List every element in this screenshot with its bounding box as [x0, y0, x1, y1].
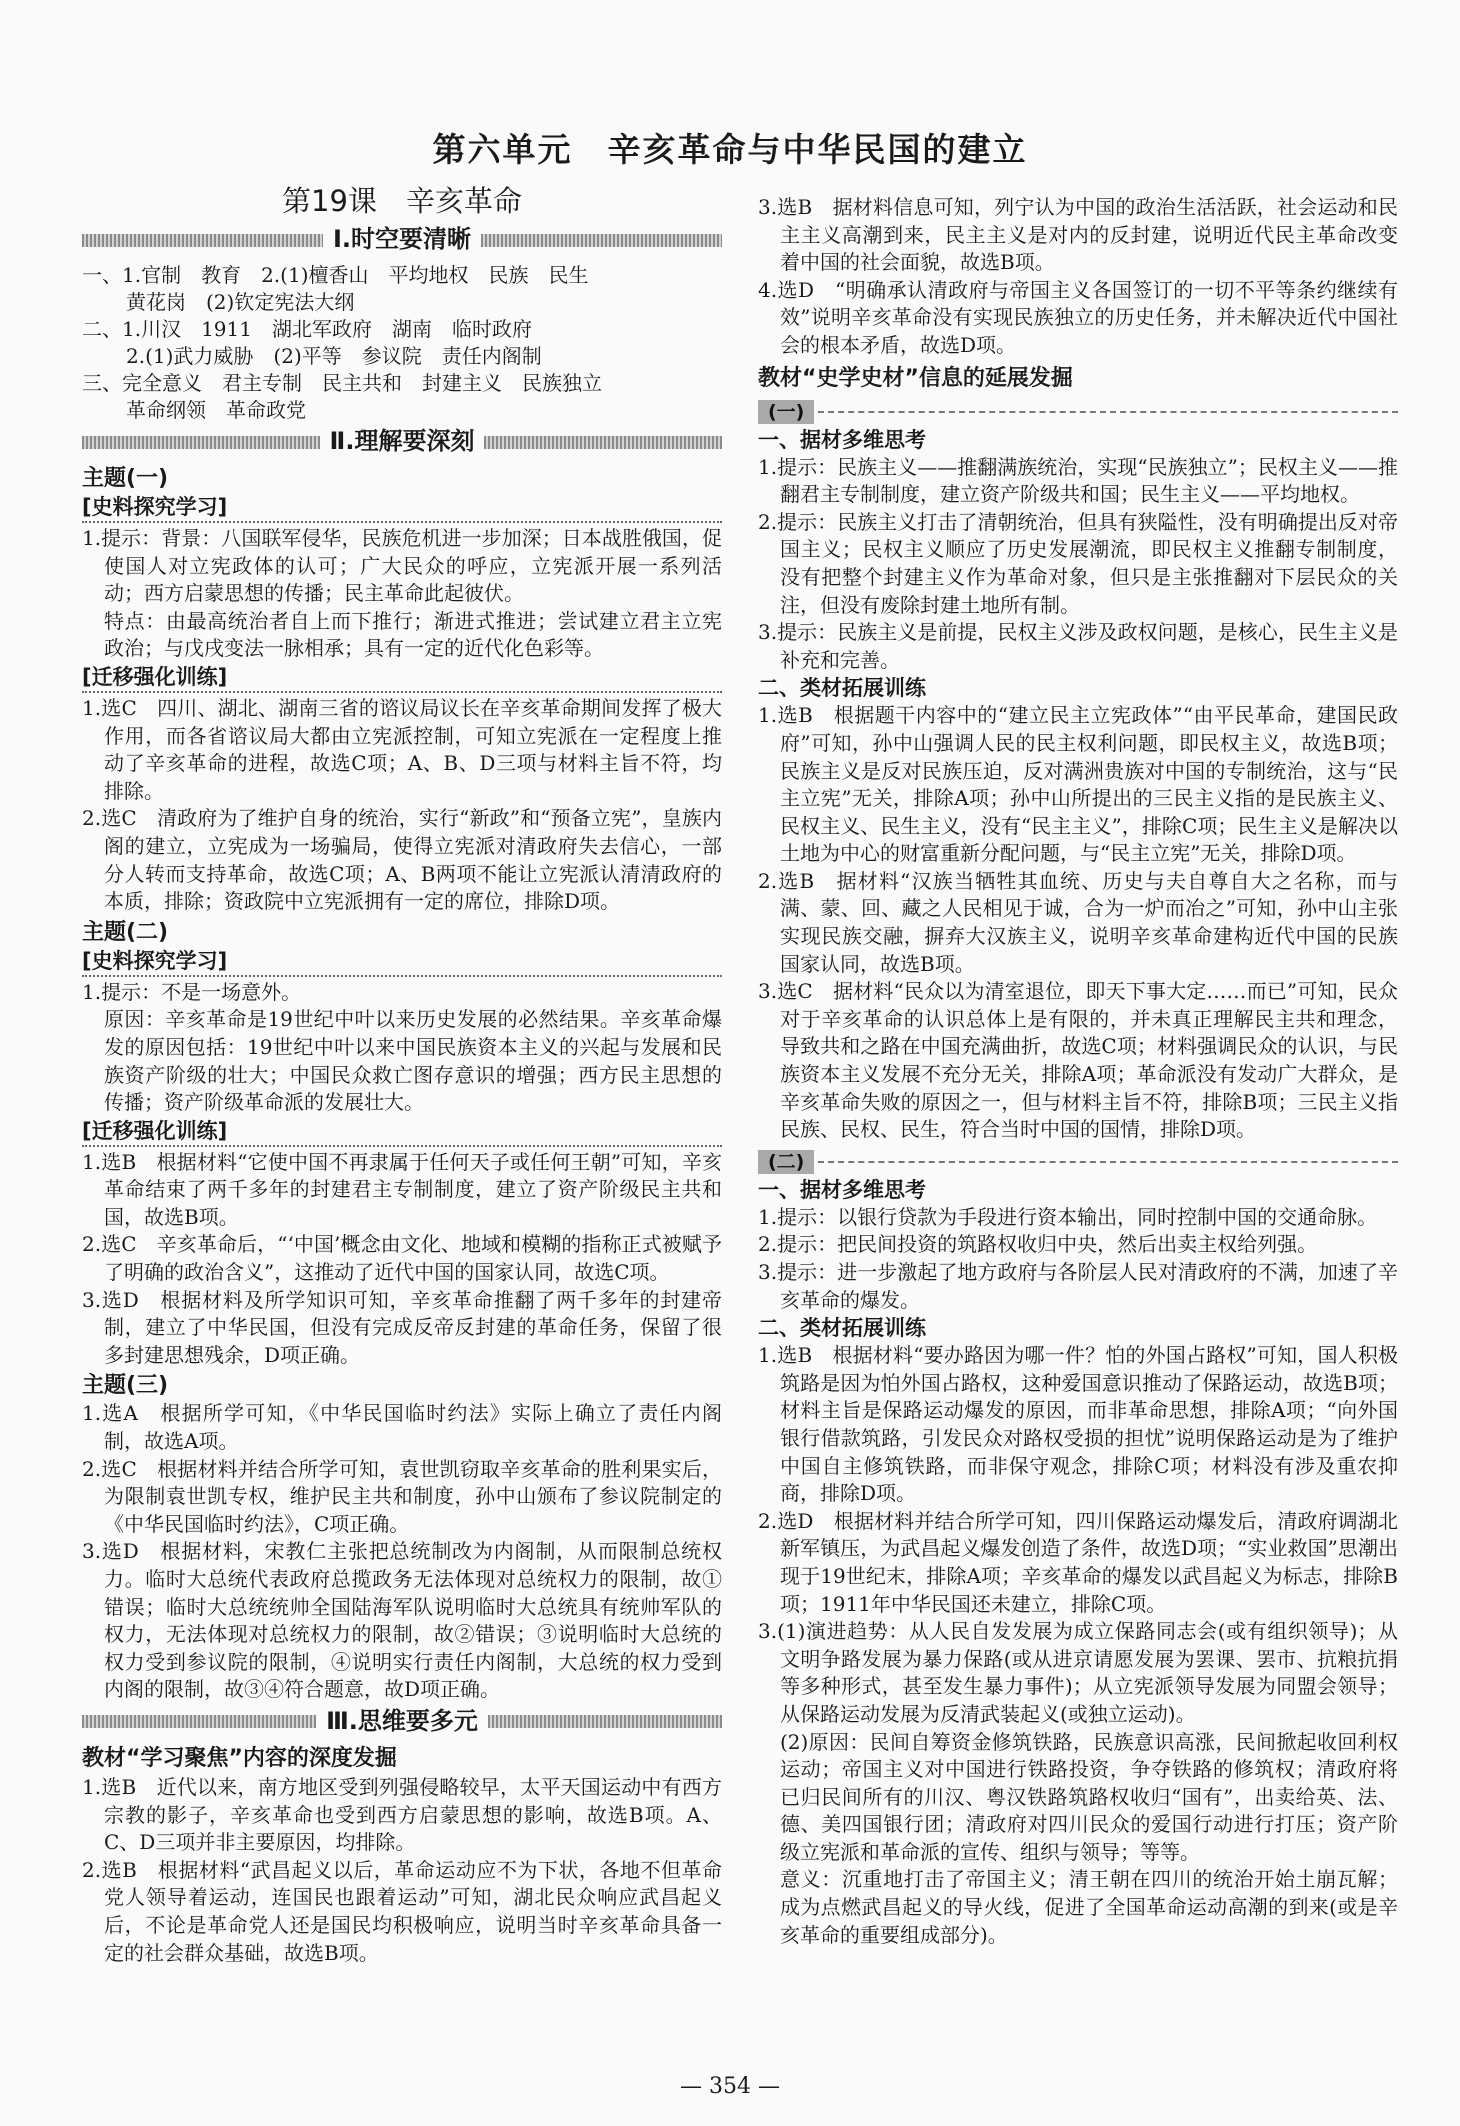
answer-paragraph: 2.提示：民族主义打击了清朝统治，但具有狭隘性，没有明确提出反对帝国主义；民权主义顺应了历史发展潮流，即民权主义推翻专制制度，没有把整个封建主义作为革命对象，但只是主张推翻对下层民众的关注，但没有废除封建土地所有制。 — [758, 509, 1398, 617]
answer-paragraph: 1.选C 四川、湖北、湖南三省的谘议局议长在辛亥革命期间发挥了极大作用，而各省谘议局大都由立宪派控制，可知立宪派在一定程度上推动了辛亥革命的进程，故选C项；A、B、D三项与材料主旨不符，均排除。 — [82, 695, 722, 803]
left-column — [82, 180, 722, 1967]
subheading: 二、类材拓展训练 — [758, 676, 926, 701]
answer-paragraph: 2.选C 清政府为了维护自身的统治，实行“新政”和“预备立宪”，皇族内阁的建立，立宪成为一场骗局，使得立宪派对清政府失去信心，一部分人转而支持革命，故选C项；A、B两项不能让立宪派认清清政府的本质，排除；资政院中立宪派拥有一定的席位，排除D项。 — [82, 806, 722, 914]
subheading: [迁移强化训练] — [82, 1117, 722, 1147]
subheading: [史料探究学习] — [82, 493, 722, 523]
answer-paragraph: 1.选B 根据材料“它使中国不再隶属于任何天子或任何王朝”可知，辛亥革命结束了两千多年的封建君主专制制度，建立了资产阶级民主共和国，故选B项。 — [82, 1149, 722, 1229]
s1-line: 三、完全意义 君主专制 民主共和 封建主义 民族独立 — [82, 371, 602, 395]
answer-paragraph: 3.提示：民族主义是前提，民权主义涉及政权问题，是核心，民生主义是补充和完善。 — [758, 620, 1398, 672]
answer-paragraph: 特点：由最高统治者自上而下推行；渐进式推进；尝试建立君主立宪政治；与戊戌变法一脉相承；具有一定的近代化色彩等。 — [104, 608, 722, 661]
part-tag — [758, 1148, 1398, 1176]
section-band-2 — [82, 426, 722, 458]
section-title-2: Ⅱ.理解要深刻 — [329, 427, 475, 456]
answer-paragraph: 3.(1)演进趋势：从人民自发发展为成立保路同志会(或有组织领导)；从文明争路发展为暴力保路(或从进京请愿发展为罢课、罢市、抗粮抗捐等多种形式，甚至发生暴力事件)；从立宪派领导发展为同盟会领导；从保路运动发展为反清武装起义(或独立运动)。 — [758, 1619, 1398, 1726]
answer-paragraph: 1.提示：背景：八国联军侵华，民族危机进一步加深；日本战胜俄国，促使国人对立宪政体的认可；广大民众的呼应，立宪派开展一系列活动；西方启蒙思想的传播；民主革命此起彼伏。 — [82, 526, 722, 606]
answer-paragraph: 意义：沉重地打击了帝国主义；清王朝在四川的统治开始土崩瓦解；成为点燃武昌起义的导火线，促进了全国革命运动高潮的到来(或是辛亥革命的重要组成部分)。 — [780, 1867, 1398, 1947]
answer-paragraph: 3.选D 根据材料，宋教仁主张把总统制改为内阁制，从而限制总统权力。临时大总统代表政府总揽政务无法体现对总统权力的限制，故①错误；临时大总统统帅全国陆海军队说明临时大总统具有统帅军队的权力，无法体现对总统权力的限制，故②错误；③说明临时大总统的权力受到参议院的限制，④说明实行责任内阁制，大总统的权力受到内阁的限制，故③④符合题意，故D项正确。 — [82, 1539, 722, 1702]
topic-heading: 主题(二) — [82, 919, 169, 945]
section-band-1 — [82, 224, 722, 256]
subsection-heading: 教材“史学史材”信息的延展发掘 — [758, 365, 1073, 391]
answer-paragraph: 1.选B 根据题干内容中的“建立民主立宪政体”“由平民革命，建国民政府”可知，孙中山强调人民的民主权利问题，即民权主义，故选B项；民族主义是反对民族压迫，反对满洲贵族对中国的专制统治，这与“民主立宪”无关，排除A项；孙中山所提出的三民主义指的是民族主义、民权主义、民生主义，没有“民主主义”，排除C项；民生主义是解决以土地为中心的财富重新分配问题，与“民主立宪”无关，排除D项。 — [758, 703, 1398, 866]
unit-title: 第六单元 辛亥革命与中华民国的建立 — [432, 130, 1028, 169]
section-title-1: Ⅰ.时空要清晰 — [332, 225, 472, 254]
topic-heading: 主题(一) — [82, 466, 169, 491]
answer-paragraph: 1.提示：以银行贷款为手段进行资本输出，同时控制中国的交通命脉。 — [758, 1204, 1378, 1229]
answer-paragraph: 3.提示：进一步激起了地方政府与各阶层人民对清政府的不满，加速了辛亥革命的爆发。 — [758, 1260, 1398, 1312]
answer-paragraph: 2.选D 根据材料并结合所学可知，四川保路运动爆发后，清政府调湖北新军镇压，为武昌起义爆发创造了条件，故选D项；“实业救国”思潮出现于19世纪末，排除A项；辛亥革命的爆发以武昌起义为标志，排除B项；1911年中华民国还未建立，排除C项。 — [758, 1508, 1398, 1616]
right-column — [758, 194, 1398, 1949]
s1-line: 一、1.官制 教育 2.(1)檀香山 平均地权 民族 民生 — [82, 263, 589, 287]
part-tag-label: (二) — [758, 1150, 814, 1174]
section-band-3 — [82, 1706, 722, 1738]
topic-heading: 主题(三) — [82, 1373, 169, 1399]
answer-paragraph: 1.提示：不是一场意外。 — [82, 979, 302, 1004]
answer-paragraph: 2.选B 据材料“汉族当牺牲其血统、历史与夫自尊自大之名称，而与满、蒙、回、藏之人民相见于诚，合为一炉而冶之”可知，孙中山主张实现民族交融，摒弃大汉族主义，说明辛亥革命建构近代中国的民族国家认同，故选B项。 — [758, 868, 1398, 976]
subheading: 一、据材多维思考 — [758, 427, 926, 452]
answer-paragraph: 1.提示：民族主义——推翻满族统治，实现“民族独立”；民权主义——推翻君主专制制度，建立资产阶级共和国；民生主义——平均地权。 — [758, 454, 1398, 507]
answer-paragraph: 2.选C 辛亥革命后，“‘中国’概念由文化、地域和模糊的指称正式被赋予了明确的政治含义”，这推动了近代中国的国家认同，故选C项。 — [82, 1232, 722, 1285]
lesson-title: 第19课 辛亥革命 — [282, 184, 522, 218]
answer-paragraph: (2)原因：民间自筹资金修筑铁路，民族意识高涨，民间掀起收回利权运动；帝国主义对中国进行铁路投资，争夺铁路的修筑权；清政府将已归民间所有的川汉、粤汉铁路筑路权收归“国有”，出卖给英、法、德、美四国银行团；清政府对四川民众的爱国行动进行打压；资产阶级立宪派和革命派的宣传、组织与领导；等等。 — [780, 1729, 1398, 1864]
s1-answers — [82, 262, 722, 424]
answer-paragraph: 原因：辛亥革命是19世纪中叶以来历史发展的必然结果。辛亥革命爆发的原因包括：19世纪中叶以来中国民族资本主义的兴起与发展和民族资产阶级的壮大；中国民众救亡图存意识的增强；西方民主思想的传播；资产阶级革命派的发展壮大。 — [104, 1007, 722, 1115]
answer-paragraph: 4.选D “明确承认清政府与帝国主义各国签订的一切不平等条约继续有效”说明辛亥革命没有实现民族独立的历史任务，并未解决近代中国社会的根本矛盾，故选D项。 — [758, 277, 1398, 357]
part-tag — [758, 398, 1398, 426]
answer-paragraph: 2.选C 根据材料并结合所学可知，袁世凯窃取辛亥革命的胜利果实后，为限制袁世凯专权，维护民主共和制度，孙中山颁布了参议院制定的《中华民国临时约法》，C项正确。 — [82, 1456, 722, 1536]
s1-line: 黄花岗 (2)钦定宪法大纲 — [126, 290, 355, 314]
answer-paragraph: 2.提示：把民间投资的筑路权收归中央，然后出卖主权给列强。 — [758, 1232, 1318, 1257]
answer-paragraph: 3.选C 据材料“民众以为清室退位，即天下事大定……而已”可知，民众对于辛亥革命的认识总体上是有限的，并未真正理解民主共和理念，导致共和之路在中国充满曲折，故选C项；材料强调民众的认识，与民族资本主义发展不充分无关，排除A项；革命派没有发动广大群众，是辛亥革命失败的原因之一，但与材料主旨不符，排除B项；三民主义指民族、民权、民生，符合当时中国的国情，排除D项。 — [758, 979, 1398, 1142]
section-title-3: Ⅲ.思维要多元 — [326, 1707, 478, 1736]
s1-line: 2.(1)武力威胁 (2)平等 参议院 责任内阁制 — [126, 344, 542, 368]
answer-paragraph: 3.选D 根据材料及所学知识可知，辛亥革命推翻了两千多年的封建帝制，建立了中华民国，但没有完成反帝反封建的革命任务，保留了很多封建思想残余，D项正确。 — [82, 1287, 722, 1367]
subheading: [迁移强化训练] — [82, 663, 722, 693]
part-tag-label: (一) — [758, 400, 814, 424]
subheading: 一、据材多维思考 — [758, 1177, 926, 1202]
answer-paragraph: 1.选B 根据材料“要办路因为哪一件？怕的外国占路权”可知，国人积极筑路是因为怕外国占路权，这种爱国意识推动了保路运动，故选B项；材料主旨是保路运动爆发的原因，而非革命思想，排除A项；“向外国银行借款筑路，引发民众对路权受损的担忧”说明保路运动是为了维护中国自主修筑铁路，而非保守观念，排除C项；材料没有涉及重农抑商，排除D项。 — [758, 1343, 1398, 1506]
s1-line: 二、1.川汉 1911 湖北军政府 湖南 临时政府 — [82, 317, 532, 341]
answer-paragraph: 1.选A 根据所学可知，《中华民国临时约法》实际上确立了责任内阁制，故选A项。 — [82, 1401, 722, 1454]
s1-line: 革命纲领 革命政党 — [126, 398, 306, 422]
answer-paragraph: 1.选B 近代以来，南方地区受到列强侵略较早，太平天国运动中有西方宗教的影子，辛亥革命也受到西方启蒙思想的影响，故选B项。A、C、D三项并非主要原因，均排除。 — [82, 1774, 722, 1855]
answer-paragraph: 3.选B 据材料信息可知，列宁认为中国的政治生活活跃，社会运动和民主主义高潮到来，民主主义是对内的反封建，说明近代民主革命改变着中国的社会面貌，故选B项。 — [758, 195, 1398, 275]
page-number: — 354 — — [680, 2074, 780, 2099]
subheading: [史料探究学习] — [82, 947, 722, 977]
subsection-heading: 教材“学习聚焦”内容的深度发掘 — [82, 1745, 397, 1771]
answer-paragraph: 2.选B 根据材料“武昌起义以后，革命运动应不为下状，各地不但革命党人领导着运动，连国民也跟着运动”可知，湖北民众响应武昌起义后，不论是革命党人还是国民均积极响应，说明当时辛亥革命具备一定的社会群众基础，故选B项。 — [82, 1857, 722, 1965]
subheading: 二、类材拓展训练 — [758, 1316, 926, 1341]
